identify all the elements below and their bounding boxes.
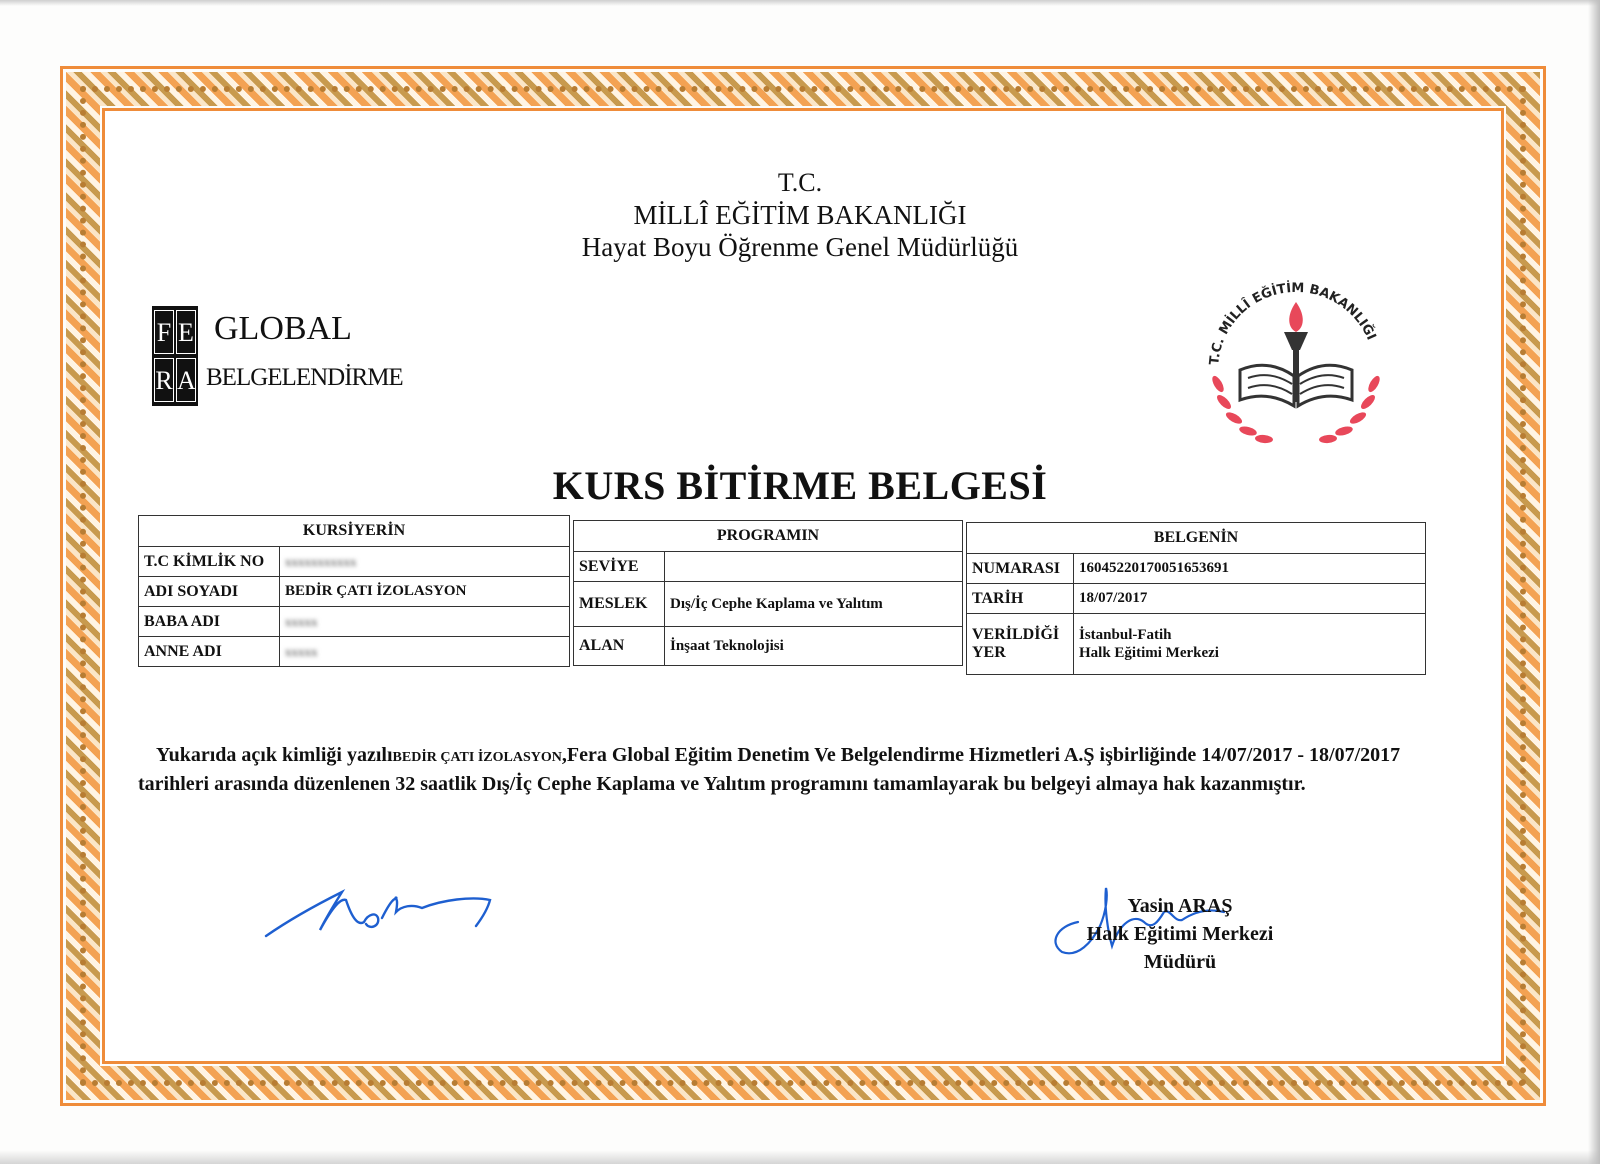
signature-left <box>262 878 502 948</box>
program-table-heading: PROGRAMIN <box>574 521 963 552</box>
certificate-title: KURS BİTİRME BELGESİ <box>552 463 1048 508</box>
table-row <box>967 554 1426 584</box>
official-name: Yasin ARAŞ <box>1127 895 1233 917</box>
value-level <box>665 552 963 582</box>
torch-cup-icon <box>1284 332 1308 350</box>
label-profession: MESLEK <box>574 582 665 627</box>
certificate-info-table <box>966 522 1426 675</box>
table-row <box>574 552 963 582</box>
table-row <box>574 582 963 627</box>
label-issue-place-line2: YER <box>972 644 1006 661</box>
value-father-name-redacted: xxxxx <box>285 613 318 629</box>
official-title-line1: Halk Eğitimi Merkezi <box>1086 923 1274 945</box>
trainee-table-heading: KURSİYERİN <box>139 516 570 547</box>
value-date: 18/07/2017 <box>1074 584 1426 614</box>
value-profession: Dış/İç Cephe Kaplama ve Yalıtım <box>665 582 963 627</box>
label-level: SEVİYE <box>574 552 665 582</box>
logo-word-belgelendirme: BELGELENDİRME <box>206 364 403 391</box>
official-title-line2: Müdürü <box>1143 951 1217 973</box>
program-table <box>573 520 963 666</box>
label-date: TARİH <box>967 584 1074 614</box>
table-row <box>139 547 570 577</box>
statement-name: BEDİR ÇATI İZOLASYON <box>392 750 562 765</box>
table-row <box>967 614 1426 675</box>
label-father-name: BABA ADI <box>139 607 280 637</box>
table-row <box>967 584 1426 614</box>
logo-letter-r: R <box>154 358 174 402</box>
value-name: BEDİR ÇATI İZOLASYON <box>280 577 570 607</box>
header-ministry: MİLLÎ EĞİTİM BAKANLIĞI <box>633 200 967 230</box>
value-issue-place-line1: İstanbul-Fatih <box>1079 627 1172 643</box>
header-directorate: Hayat Boyu Öğrenme Genel Müdürlüğü <box>581 232 1019 262</box>
torch-flame-icon <box>1289 302 1303 332</box>
logo-box <box>152 306 198 406</box>
label-mother-name: ANNE ADI <box>139 637 280 667</box>
label-field: ALAN <box>574 627 665 666</box>
label-tc-id: T.C KİMLİK NO <box>139 547 280 577</box>
label-issue-place <box>967 614 1074 675</box>
table-row <box>139 637 570 667</box>
logo-letter-f: F <box>154 310 174 354</box>
table-row <box>139 577 570 607</box>
header-tc: T.C. <box>777 168 823 197</box>
scan-edge-top <box>0 0 1600 6</box>
certificate-info-heading: BELGENİN <box>967 523 1426 554</box>
trainee-table <box>138 515 570 667</box>
emblem-ring-text: T.C. MİLLÎ EĞİTİM BAKANLIĞI <box>1207 280 1379 366</box>
logo-letter-a: A <box>176 358 196 402</box>
label-number: NUMARASI <box>967 554 1074 584</box>
certificate-statement <box>138 742 1428 797</box>
label-issue-place-line1: VERİLDİĞİ <box>972 626 1060 643</box>
value-issue-place <box>1074 614 1426 675</box>
meb-emblem <box>1196 266 1396 466</box>
logo-word-global: GLOBAL <box>214 310 352 347</box>
value-tc-id-redacted: xxxxxxxxxxx <box>285 553 357 569</box>
label-name: ADI SOYADI <box>139 577 280 607</box>
value-number: 16045220170051653691 <box>1074 554 1426 584</box>
table-row <box>574 627 963 666</box>
official-signatory <box>1070 892 1290 976</box>
statement-part2: ,Fera Global Eğitim Denetim Ve Belgelendirme Hizmetleri A.Ş işbirliğinde 14/07/2017 - 18/07/2017 tarihleri arasında düzenlenen 32 saatlik Dış/İç Cephe Kaplama ve Yalıtım programını tamamlayarak bu belgeyi almaya hak kazanmıştır. <box>138 744 1401 795</box>
value-field: İnşaat Teknolojisi <box>665 627 963 666</box>
table-row <box>139 607 570 637</box>
value-issue-place-line2: Halk Eğitimi Merkezi <box>1079 645 1219 661</box>
scan-edge-bottom <box>0 1150 1600 1164</box>
value-mother-name-redacted: xxxxx <box>285 643 318 659</box>
logo-letter-e: E <box>176 310 196 354</box>
statement-part1: Yukarıda açık kimliği yazılı <box>156 744 393 766</box>
